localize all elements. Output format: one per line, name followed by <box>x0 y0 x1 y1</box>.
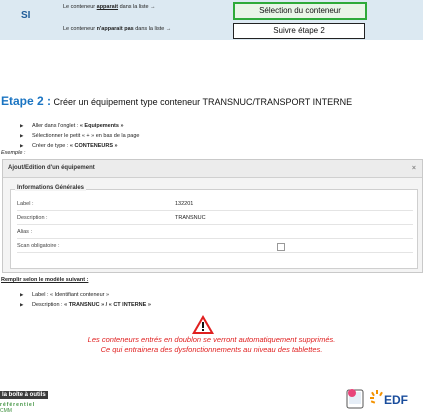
list-item <box>20 141 139 151</box>
list-item <box>20 121 139 131</box>
general-info-section <box>10 185 418 269</box>
condition-1-emph: apparait <box>96 4 119 10</box>
step-number: Etape 2 : <box>1 94 52 108</box>
brand-line-1: la boîte à outils <box>2 392 46 398</box>
warning-triangle-icon <box>191 314 215 335</box>
field-label: Description : <box>17 215 48 221</box>
fill-heading: Remplir selon le modèle suivant : <box>1 277 89 283</box>
condition-1-prefix: Le conteneur <box>63 4 97 10</box>
warning-line-1: Les conteneurs entrés en doublon se verront automatiquement supprimés. <box>87 335 336 344</box>
brand-line-3: CMM <box>0 408 12 414</box>
condition-1-suffix: dans la liste → <box>118 4 156 10</box>
warning-line-2: Ce qui entrainera des dysfonctionnements au niveau des tablettes. <box>100 345 323 354</box>
equipment-dialog <box>2 159 423 273</box>
condition-2-prefix: Le conteneur <box>63 26 97 32</box>
select-container-button[interactable]: Sélection du conteneur <box>233 2 367 20</box>
brand-line-2: référentiel <box>0 402 36 408</box>
model-list <box>20 290 151 310</box>
branch-label: SI <box>21 10 31 21</box>
example-label: Exemple : <box>1 150 26 156</box>
model-text: Label : « Identifiant conteneur » <box>32 292 110 298</box>
edf-logo-icon <box>346 388 423 410</box>
instruction-text: Aller dans l'onglet : <box>32 123 80 129</box>
next-step-button[interactable]: Suivre étape 2 <box>233 23 365 39</box>
condition-1 <box>63 4 156 10</box>
description-field-row <box>17 212 413 225</box>
instruction-text: Sélectionner le petit « + » en bas de la page <box>32 133 140 139</box>
section-title: Informations Générales <box>17 185 85 191</box>
condition-2 <box>63 26 171 32</box>
instruction-text: Créer de type : <box>32 143 70 149</box>
field-label: Scan obligatoire : <box>17 243 60 249</box>
description-field[interactable]: TRANSNUC <box>175 215 206 221</box>
condition-2-suffix: dans la liste → <box>133 26 172 32</box>
step-heading <box>1 96 401 107</box>
instruction-emph: « CONTENEURS » <box>69 143 118 149</box>
warning-message <box>0 335 423 355</box>
alias-field-row <box>17 226 413 239</box>
field-label: Label : <box>17 201 34 207</box>
decision-table <box>0 0 423 40</box>
field-label: Alias : <box>17 229 32 235</box>
list-item <box>20 131 139 141</box>
dialog-title <box>3 160 422 178</box>
instruction-emph: « Equipements » <box>79 123 124 129</box>
step-title-text: Créer un équipement type conteneur TRANSNUC/TRANSPORT INTERNE <box>53 97 353 107</box>
close-icon[interactable]: × <box>411 165 416 172</box>
edf-logo-text: EDF <box>384 393 408 407</box>
instruction-list <box>20 121 139 151</box>
label-field[interactable]: 132201 <box>175 201 194 207</box>
list-item <box>20 290 151 300</box>
label-field-row <box>17 198 413 211</box>
dialog-title-text: Ajout/Edition d'un équipement <box>8 165 95 171</box>
condition-2-emph: n'apparait pas <box>96 26 134 32</box>
toolbox-brand <box>0 383 48 414</box>
scan-checkbox[interactable] <box>277 243 285 251</box>
scan-field-row <box>17 240 413 253</box>
model-emph: « TRANSNUC » / « CT INTERNE » <box>64 302 151 308</box>
model-text: Description : <box>32 302 65 308</box>
list-item <box>20 300 151 310</box>
